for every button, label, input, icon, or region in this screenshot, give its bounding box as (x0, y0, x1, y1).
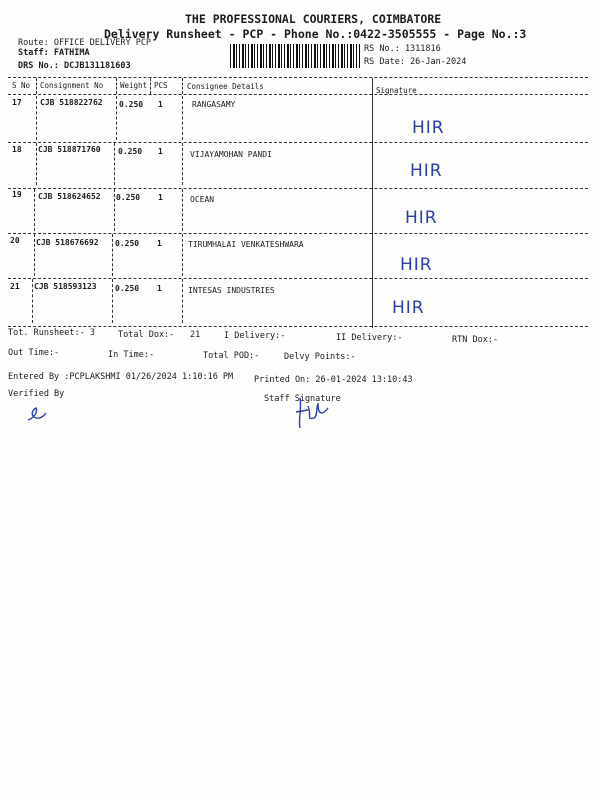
i-delivery: I Delivery:- (224, 331, 286, 341)
printed-on: Printed On: 26-01-2024 13:10:43 (254, 375, 413, 385)
company-title: THE PROFESSIONAL COURIERS, COIMBATORE (185, 12, 442, 26)
staff-signature-mark (292, 394, 336, 432)
rtn-dox: RTN Dox:- (452, 335, 499, 345)
handwritten-signature: HIR (400, 255, 433, 275)
total-pod: Total POD:- (203, 351, 260, 361)
col-pcs: PCS (154, 81, 168, 90)
row-rule (8, 188, 588, 189)
delivery-points: Delvy Points:- (284, 352, 356, 362)
row-rule (8, 278, 588, 279)
runsheet-title: Delivery Runsheet - PCP - Phone No.:0422-3505555 - Page No.:3 (104, 27, 527, 41)
in-time: In Time:- (108, 350, 155, 360)
col-signature: Signature (376, 86, 417, 95)
staff-signature-label: Staff Signature (264, 394, 341, 404)
barcode-image (230, 44, 360, 68)
rs-number: RS No.: 1311816 (364, 44, 441, 54)
verified-by: Verified By (8, 389, 65, 399)
col-consignment: Consignment No (40, 81, 104, 90)
table-bottom-rule (8, 326, 588, 327)
handwritten-signature: HIR (392, 298, 425, 318)
total-runsheet: Tot. Runsheet:- 3 (8, 328, 95, 338)
row-rule (8, 142, 588, 143)
signature-column-divider (372, 78, 373, 328)
total-dox-value: 21 (190, 330, 201, 340)
route-label: Route: OFFICE DELIVERY PCP (18, 38, 152, 48)
total-dox-label: Total Dox:- (118, 330, 175, 340)
col-consignee: Consignee Details (187, 82, 264, 91)
col-weight: Weight (120, 81, 148, 90)
ii-delivery: II Delivery:- (336, 333, 403, 343)
table-top-rule (8, 77, 588, 78)
header-bottom-rule (8, 94, 588, 95)
verifier-initial-mark (24, 404, 50, 426)
entered-by: Entered By :PCPLAKSHMI 01/26/2024 1:10:16 PM (8, 372, 234, 382)
col-sno: S No (12, 81, 31, 90)
handwritten-signature: HIR (405, 208, 438, 228)
handwritten-signature: HIR (410, 161, 443, 181)
rs-date: RS Date: 26-Jan-2024 (364, 57, 467, 67)
row-rule (8, 233, 588, 234)
handwritten-signature: HIR (412, 118, 445, 138)
out-time: Out Time:- (8, 348, 60, 358)
staff-label: Staff: FATHIMA (18, 48, 90, 58)
drs-number: DRS No.: DCJB131181603 (18, 61, 131, 71)
